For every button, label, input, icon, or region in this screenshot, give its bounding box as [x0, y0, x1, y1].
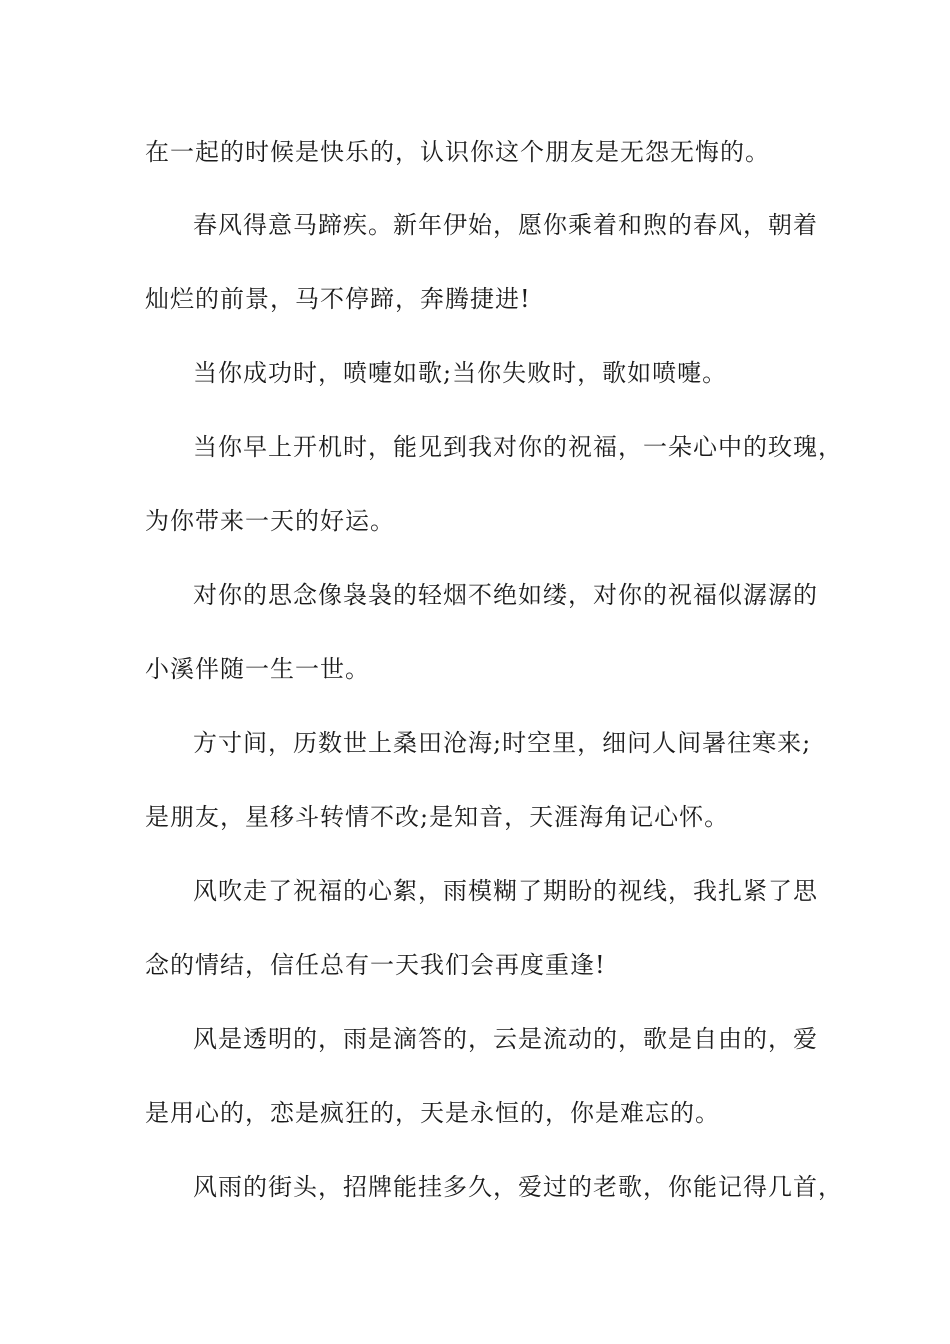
- text-line: 风是透明的，雨是滴答的，云是流动的，歌是自由的，爱: [193, 1025, 818, 1053]
- text-line: 为你带来一天的好运。: [145, 507, 395, 535]
- text-line: 念的情结，信任总有一天我们会再度重逢!: [145, 951, 606, 979]
- text-line: 灿烂的前景，马不停蹄，奔腾捷进!: [145, 285, 531, 313]
- text-line: 风吹走了祝福的心絮，雨模糊了期盼的视线，我扎紧了思: [193, 877, 818, 905]
- text-line: 是朋友，星移斗转情不改;是知音，天涯海角记心怀。: [145, 803, 730, 831]
- text-line: 当你成功时，喷嚏如歌;当你失败时，歌如喷嚏。: [193, 359, 728, 387]
- text-line: 春风得意马蹄疾。新年伊始，愿你乘着和煦的春风，朝着: [193, 211, 818, 239]
- text-line: 小溪伴随一生一世。: [145, 655, 370, 683]
- text-line: 风雨的街头，招牌能挂多久，爱过的老歌，你能记得几首，: [193, 1173, 843, 1201]
- text-line: 当你早上开机时，能见到我对你的祝福，一朵心中的玫瑰，: [193, 433, 843, 461]
- text-line: 方寸间，历数世上桑田沧海;时空里，细问人间暑往寒来;: [193, 729, 812, 757]
- text-line: 在一起的时候是快乐的，认识你这个朋友是无怨无悔的。: [145, 138, 770, 166]
- text-line: 是用心的，恋是疯狂的，天是永恒的，你是难忘的。: [145, 1099, 720, 1127]
- text-line: 对你的思念像袅袅的轻烟不绝如缕，对你的祝福似潺潺的: [193, 581, 818, 609]
